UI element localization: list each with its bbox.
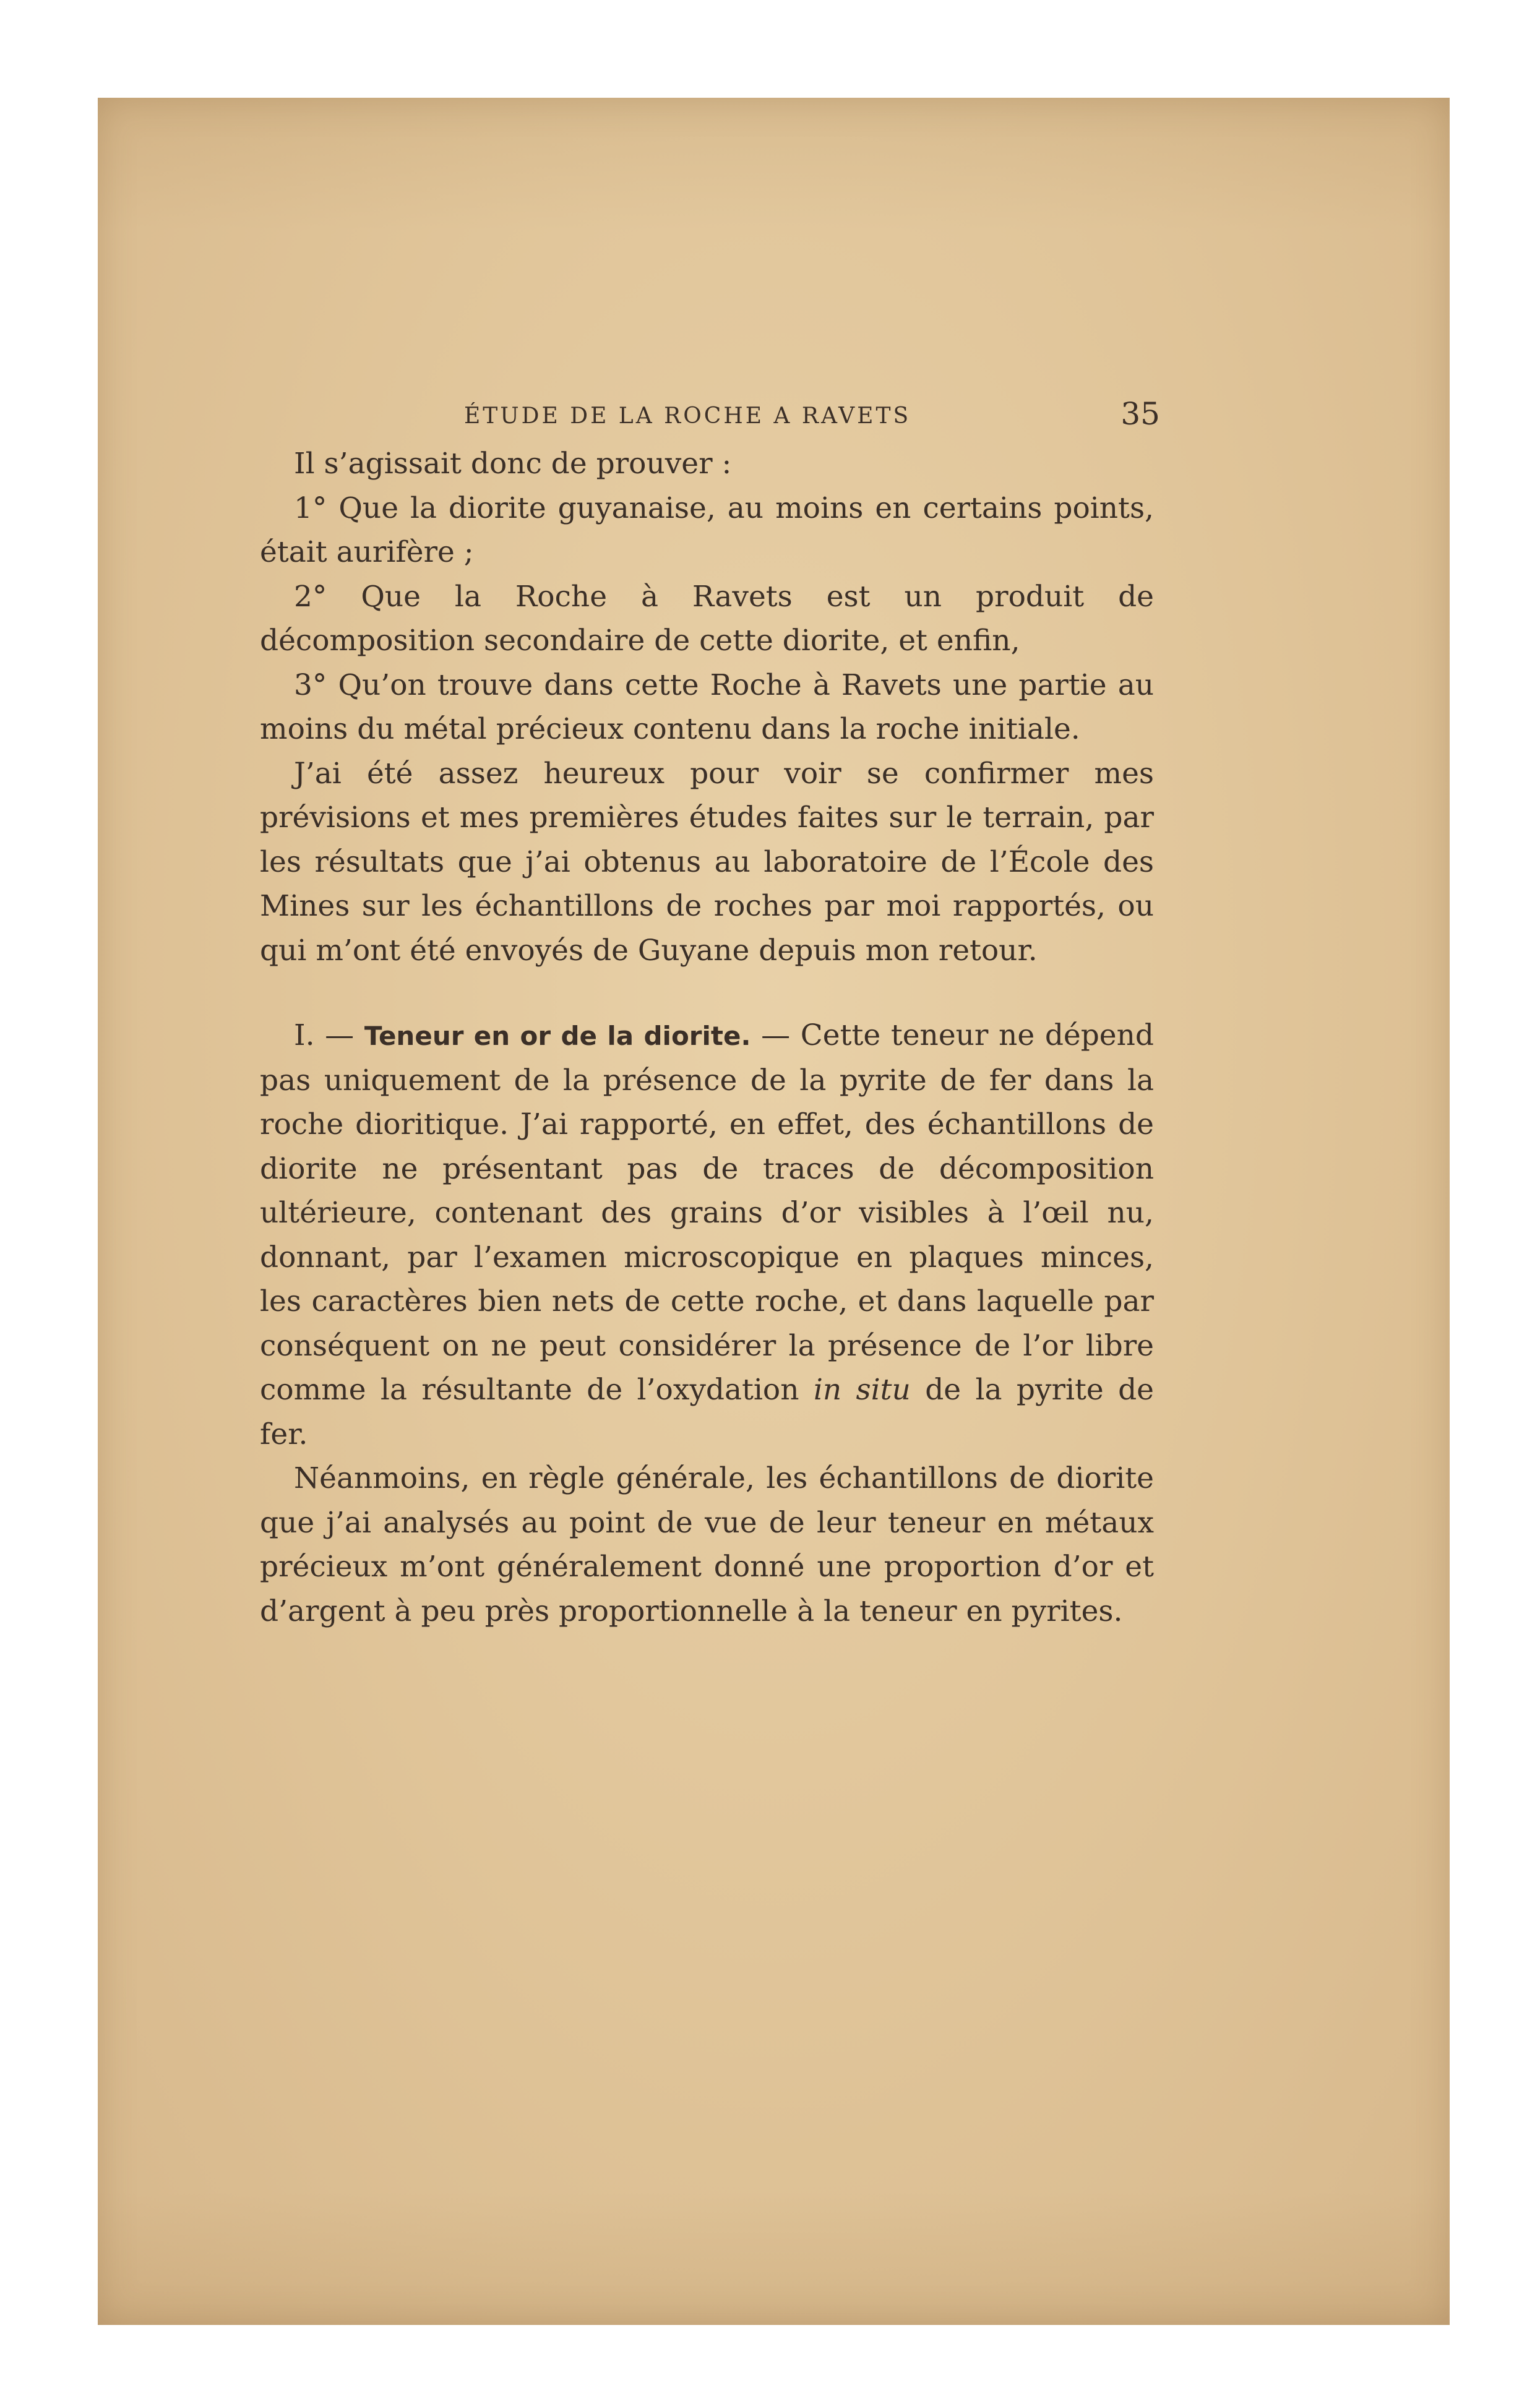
paragraph-point-1: 1° Que la diorite guyanaise, au moins en certains points, était aurifère ; <box>260 491 1154 569</box>
section-text-end: de la pyrite de fer. <box>260 1373 1154 1451</box>
running-head <box>260 396 1160 439</box>
paragraph-conclusion: Néanmoins, en règle générale, les échantillons de diorite que j’ai analysés au point de vue de leur teneur en métaux précieux m’ont généralement donné une proportion d’or et d’argent à peu près proportionnelle à la teneur en pyrites. <box>260 1461 1154 1628</box>
paragraph-point-2: 2° Que la Roche à Ravets est un produit de décomposition secondaire de cette diorite, et enfin, <box>260 579 1154 658</box>
paragraph-intro: Il s’agissait donc de prouver : <box>294 447 732 481</box>
section-number: I. — <box>294 1018 355 1052</box>
paragraph-point-3: 3° Qu’on trouve dans cette Roche à Ravets une partie au moins du métal précieux contenu dans la roche initiale. <box>260 668 1154 746</box>
paragraph-results: J’ai été assez heureux pour voir se confirmer mes prévisions et mes premières études faites sur le terrain, par les résultats que j’ai obtenus au laboratoire de l’École des Mines sur les échantillons de roches par moi rapportés, ou qui m’ont été envoyés de Guyane depuis mon retour. <box>260 756 1154 968</box>
section-text-start: — Cette teneur ne dépend pas uniquement de la présence de la pyrite de fer dans la roche dioritique. J’ai rapporté, en effet, des échantillons de diorite ne présentant pas de traces de décomposition ultérieure, contenant des grains d’or visibles à l’œil nu, donnant, par l’examen microscopique en plaques minces, les caractères bien nets de cette roche, et dans laquelle par conséquent on ne peut considérer la présence de l’or libre comme la résultante de l’oxydation <box>260 1018 1154 1407</box>
section-italic-term: in situ <box>813 1373 911 1407</box>
page-number: 35 <box>1121 396 1160 432</box>
page-text <box>260 396 1160 1633</box>
section-title: Teneur en or de la diorite. <box>364 1021 751 1051</box>
running-title: ÉTUDE DE LA ROCHE A RAVETS <box>464 403 911 429</box>
section-paragraph <box>260 1013 1154 1456</box>
